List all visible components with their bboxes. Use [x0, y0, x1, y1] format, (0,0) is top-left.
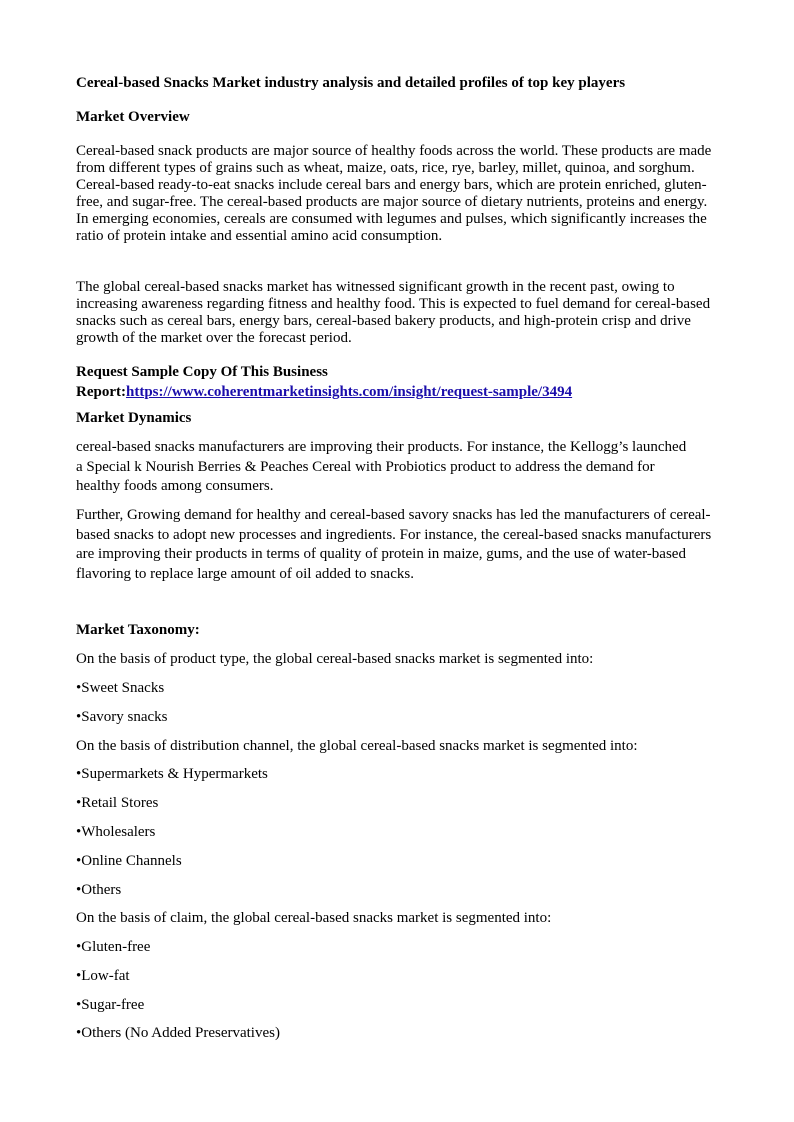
request-sample-prefix: Report: — [76, 384, 126, 400]
list-item: •Sweet Snacks — [76, 680, 165, 696]
list-item: •Others (No Added Preservatives) — [76, 1025, 280, 1041]
dynamics-paragraph-2: Further, Growing demand for healthy and cereal-based savory snacks has led the manufacturers of cereal-based snacks to adopt new processes and ingredients. For instance, the cereal-based snacks manufacturers are improving their products in terms of quality of protein in maize, gums, and the use of water-based flavoring to replace large amount of oil added to snacks. — [76, 507, 712, 582]
request-sample-block — [76, 362, 572, 402]
list-item: •Gluten-free — [76, 939, 151, 955]
request-sample-label: Request Sample Copy Of This Business — [76, 364, 328, 380]
list-item: •Others — [76, 882, 122, 898]
list-item: •Online Channels — [76, 853, 182, 869]
market-overview-heading: Market Overview — [76, 109, 190, 125]
market-dynamics-heading: Market Dynamics — [76, 410, 192, 426]
list-item: •Wholesalers — [76, 824, 156, 840]
list-item: •Retail Stores — [76, 795, 159, 811]
list-item: •Supermarkets & Hypermarkets — [76, 766, 268, 782]
dynamics-paragraph-1: cereal-based snacks manufacturers are improving their products. For instance, the Kellogg’s launched a Special k Nourish Berries & Peaches Cereal with Probiotics product to address the demand for healthy foods among consumers. — [76, 439, 687, 494]
claim-intro: On the basis of claim, the global cereal-based snacks market is segmented into: — [76, 910, 552, 926]
market-taxonomy-heading: Market Taxonomy: — [76, 622, 200, 638]
document-title: Cereal-based Snacks Market industry analysis and detailed profiles of top key players — [76, 75, 626, 91]
list-item: •Low-fat — [76, 968, 130, 984]
product-type-intro: On the basis of product type, the global cereal-based snacks market is segmented into: — [76, 651, 594, 667]
overview-paragraph-1: Cereal-based snack products are major source of healthy foods across the world. These products are made from different types of grains such as wheat, maize, oats, rice, rye, barley, millet, quinoa, and sorghum. Cereal-based ready-to-eat snacks include cereal bars and energy bars, which are protein enriched, gluten-free, and sugar-free. The cereal-based products are major source of dietary nutrients, proteins and energy. In emerging economies, cereals are consumed with legumes and pulses, which significantly increases the ratio of protein intake and essential amino acid consumption. — [76, 143, 712, 244]
overview-paragraph-2: The global cereal-based snacks market has witnessed significant growth in the recent past, owing to increasing awareness regarding fitness and healthy food. This is expected to fuel demand for cereal-based snacks such as cereal bars, energy bars, cereal-based bakery products, and high-protein crisp and drive growth of the market over the forecast period. — [76, 279, 711, 346]
distribution-channel-intro: On the basis of distribution channel, the global cereal-based snacks market is segmented into: — [76, 738, 638, 754]
request-sample-link[interactable]: https://www.coherentmarketinsights.com/insight/request-sample/3494 — [125, 384, 573, 400]
list-item: •Sugar-free — [76, 997, 145, 1013]
list-item: •Savory snacks — [76, 709, 168, 725]
